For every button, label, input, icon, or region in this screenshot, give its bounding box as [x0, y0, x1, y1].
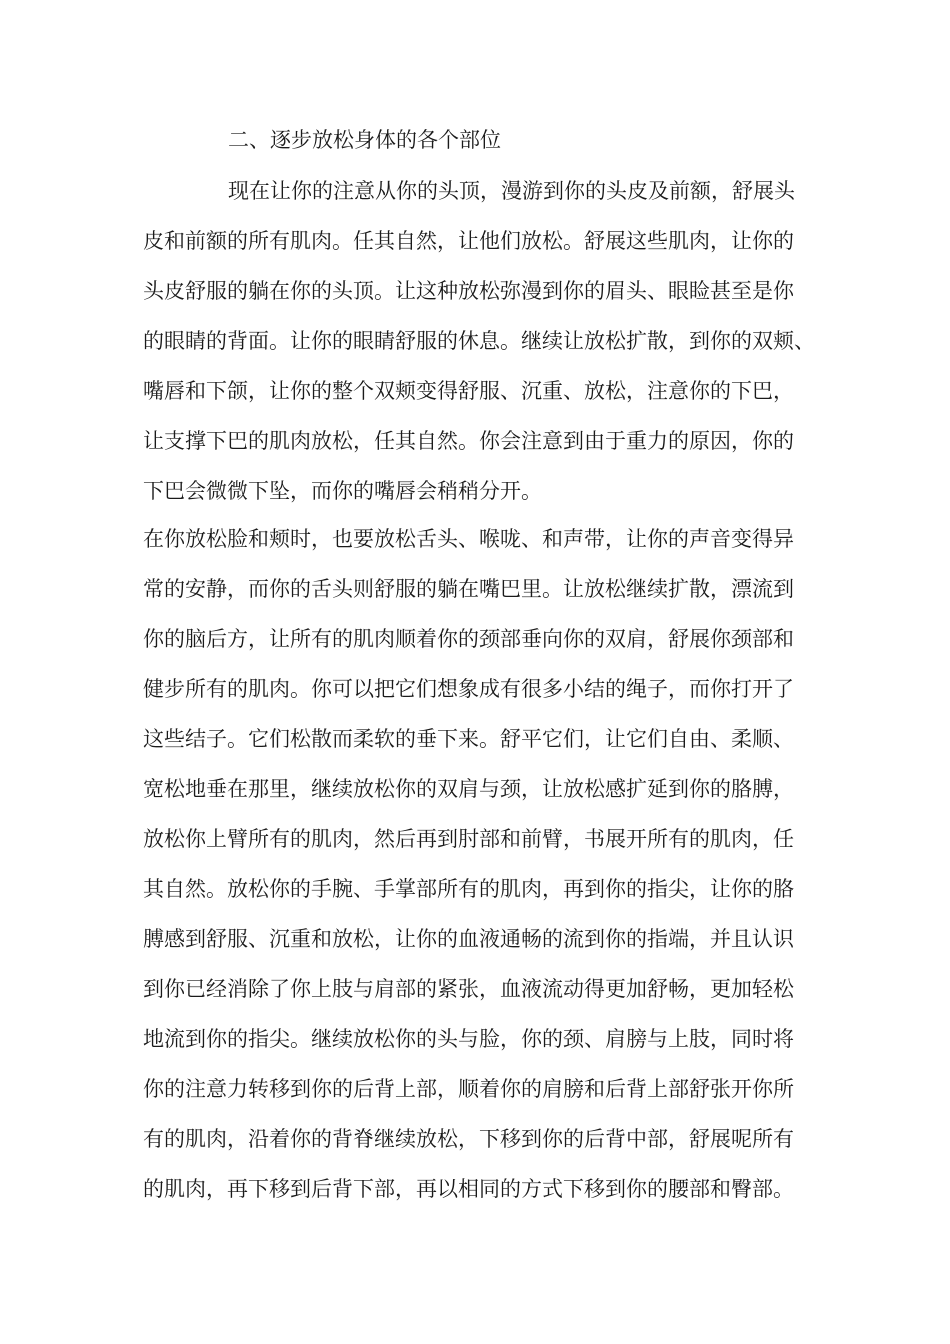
body-line: 皮和前额的所有肌肉。任其自然，让他们放松。舒展这些肌肉，让你的 [143, 229, 794, 253]
body-line: 其自然。放松你的手腕、手掌部所有的肌肉，再到你的指尖，让你的胳 [143, 877, 794, 901]
body-line: 的眼睛的背面。让你的眼睛舒服的休息。继续让放松扩散，到你的双颊、 [143, 329, 815, 353]
body-line: 有的肌肉，沿着你的背脊继续放松，下移到你的后背中部，舒展呢所有 [143, 1127, 794, 1151]
body-line: 地流到你的指尖。继续放松你的头与脸，你的颈、肩膀与上肢，同时将 [143, 1027, 794, 1051]
body-line: 嘴唇和下颌，让你的整个双颊变得舒服、沉重、放松，注意你的下巴， [143, 379, 794, 403]
body-line: 你的脑后方，让所有的肌肉顺着你的颈部垂向你的双肩，舒展你颈部和 [143, 627, 794, 651]
body-line: 的肌肉，再下移到后背下部，再以相同的方式下移到你的腰部和臀部。 [143, 1177, 794, 1201]
body-line: 膊感到舒服、沉重和放松，让你的血液通畅的流到你的指端，并且认识 [143, 927, 794, 951]
body-line: 宽松地垂在那里，继续放松你的双肩与颈，让放松感扩延到你的胳膊， [143, 777, 794, 801]
body-line: 下巴会微微下坠，而你的嘴唇会稍稍分开。 [143, 479, 542, 503]
body-line: 在你放松脸和颊时，也要放松舌头、喉咙、和声带，让你的声音变得异 [143, 527, 794, 551]
body-line: 让支撑下巴的肌肉放松，任其自然。你会注意到由于重力的原因，你的 [143, 429, 794, 453]
body-line: 放松你上臂所有的肌肉，然后再到肘部和前臂，书展开所有的肌肉，任 [143, 827, 794, 851]
body-line: 头皮舒服的躺在你的头顶。让这种放松弥漫到你的眉头、眼睑甚至是你 [143, 279, 794, 303]
body-line: 这些结子。它们松散而柔软的垂下来。舒平它们，让它们自由、柔顺、 [143, 727, 794, 751]
body-line: 到你已经消除了你上肢与肩部的紧张，血液流动得更加舒畅，更加轻松 [143, 977, 794, 1001]
body-line: 健步所有的肌肉。你可以把它们想象成有很多小结的绳子，而你打开了 [143, 677, 794, 701]
section-heading: 二、逐步放松身体的各个部位 [228, 128, 501, 152]
body-line: 常的安静，而你的舌头则舒服的躺在嘴巴里。让放松继续扩散，漂流到 [143, 577, 794, 601]
body-line: 现在让你的注意从你的头顶，漫游到你的头皮及前额，舒展头 [228, 179, 795, 203]
body-line: 你的注意力转移到你的后背上部，顺着你的肩膀和后背上部舒张开你所 [143, 1077, 794, 1101]
